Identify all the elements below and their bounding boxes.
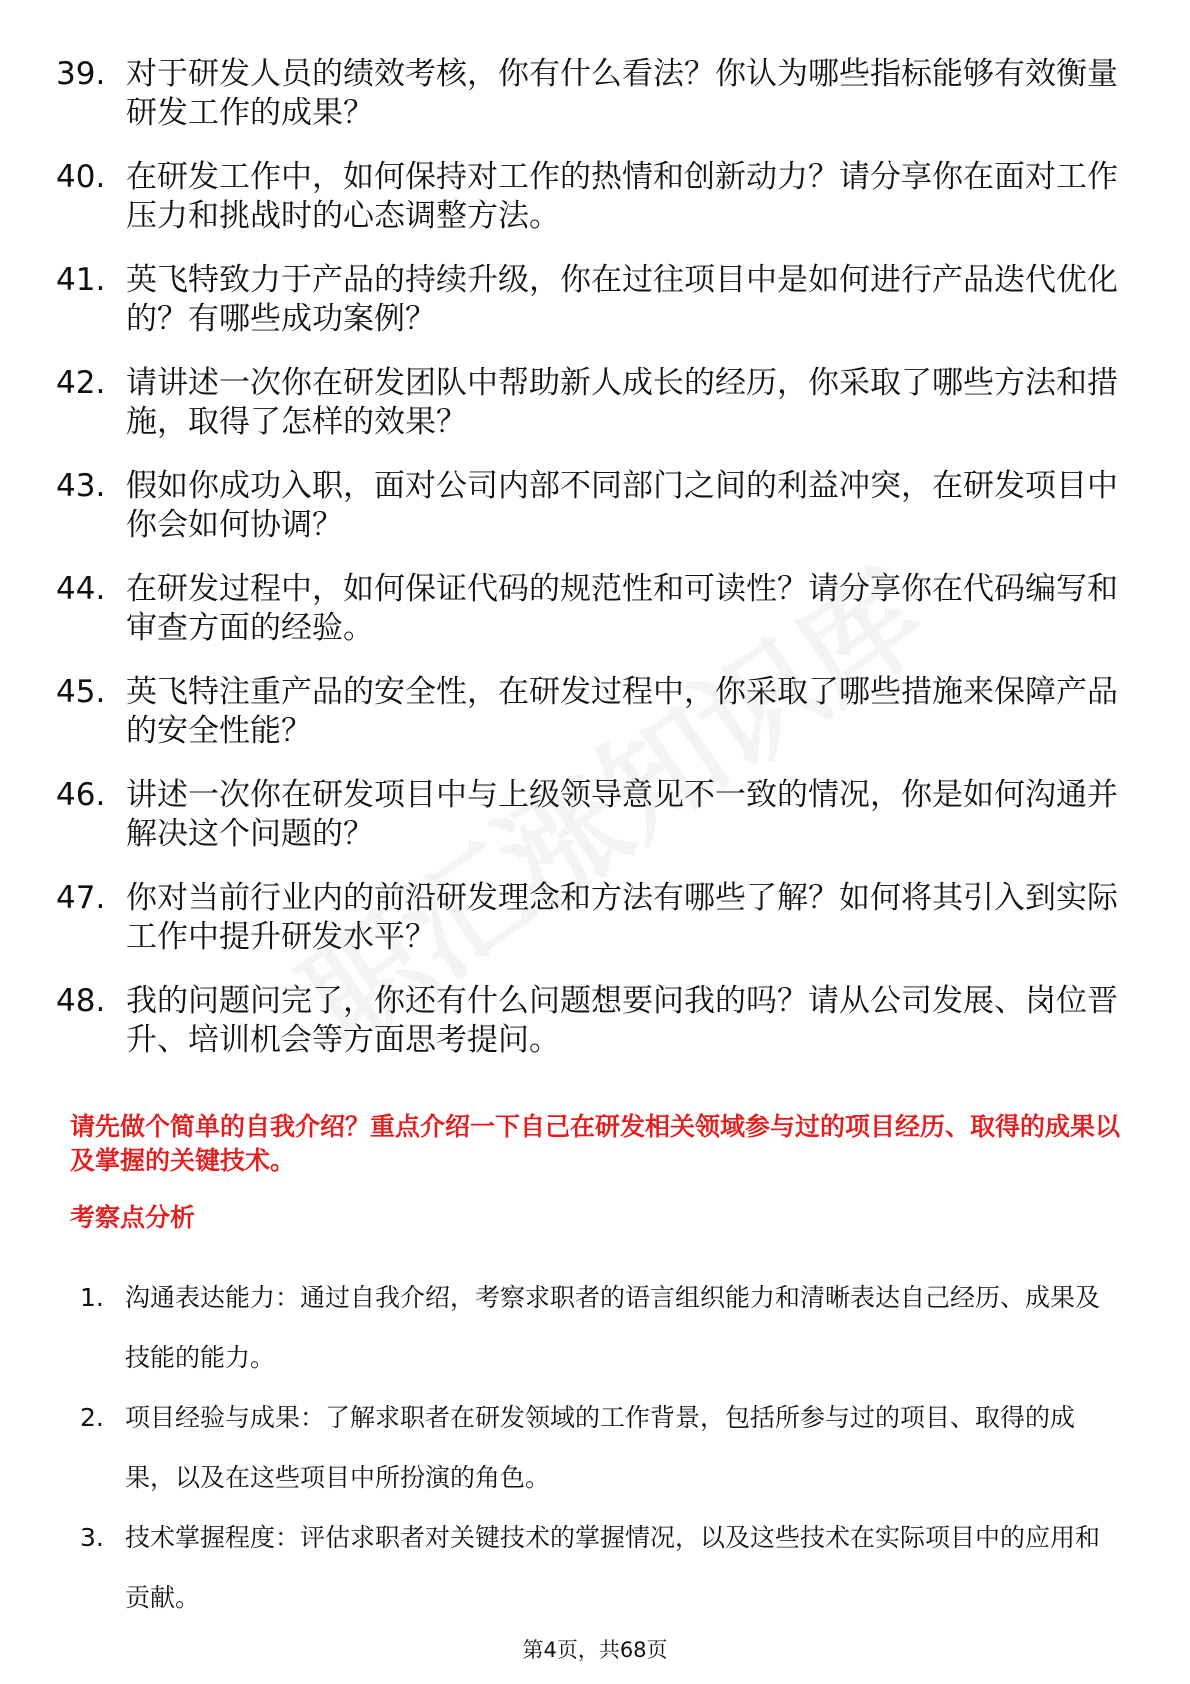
highlight-question: 请先做个简单的自我介绍？重点介绍一下自己在研发相关领域参与过的项目经历、取得的成果以及掌握的关键技术。 bbox=[70, 1112, 1121, 1175]
question-item bbox=[56, 879, 1136, 957]
question-number: 48. bbox=[56, 983, 106, 1019]
question-text: 在研发过程中，如何保证代码的规范性和可读性？请分享你在代码编写和审查方面的经验。 bbox=[126, 571, 1118, 646]
question-number: 40. bbox=[56, 159, 106, 195]
question-text: 英飞特注重产品的安全性，在研发过程中，你采取了哪些措施来保障产品的安全性能？ bbox=[126, 674, 1118, 749]
question-text: 你对当前行业内的前沿研发理念和方法有哪些了解？如何将其引入到实际工作中提升研发水平？ bbox=[126, 880, 1118, 955]
question-text: 在研发工作中，如何保持对工作的热情和创新动力？请分享你在面对工作压力和挑战时的心态调整方法。 bbox=[126, 159, 1118, 234]
question-number: 46. bbox=[56, 777, 106, 813]
analysis-number: 2. bbox=[80, 1403, 104, 1432]
question-text: 我的问题问完了，你还有什么问题想要问我的吗？请从公司发展、岗位晋升、培训机会等方面思考提问。 bbox=[126, 983, 1118, 1058]
analysis-text: 沟通表达能力：通过自我介绍，考察求职者的语言组织能力和清晰表达自己经历、成果及技能的能力。 bbox=[125, 1283, 1101, 1372]
question-item bbox=[56, 158, 1136, 236]
question-item bbox=[56, 55, 1136, 133]
question-number: 47. bbox=[56, 880, 106, 916]
question-number: 44. bbox=[56, 571, 106, 607]
analysis-item bbox=[80, 1388, 1110, 1508]
analysis-text: 项目经验与成果：了解求职者在研发领域的工作背景，包括所参与过的项目、取得的成果，以及在这些项目中所扮演的角色。 bbox=[125, 1403, 1076, 1492]
question-item bbox=[56, 982, 1136, 1060]
question-number: 45. bbox=[56, 674, 106, 710]
analysis-number: 1. bbox=[80, 1283, 104, 1312]
question-text: 请讲述一次你在研发团队中帮助新人成长的经历，你采取了哪些方法和措施，取得了怎样的效果？ bbox=[126, 365, 1118, 440]
question-number: 41. bbox=[56, 262, 106, 298]
question-item bbox=[56, 364, 1136, 442]
analysis-item bbox=[80, 1508, 1110, 1628]
question-item bbox=[56, 776, 1136, 854]
question-text: 对于研发人员的绩效考核，你有什么看法？你认为哪些指标能够有效衡量研发工作的成果？ bbox=[126, 56, 1118, 131]
question-item bbox=[56, 570, 1136, 648]
question-list bbox=[56, 55, 1136, 1085]
question-number: 43. bbox=[56, 468, 106, 504]
question-text: 假如你成功入职，面对公司内部不同部门之间的利益冲突，在研发项目中你会如何协调？ bbox=[126, 468, 1118, 543]
question-item bbox=[56, 261, 1136, 339]
question-item bbox=[56, 673, 1136, 751]
question-item bbox=[56, 467, 1136, 545]
analysis-number: 3. bbox=[80, 1523, 104, 1552]
analysis-list bbox=[80, 1268, 1110, 1628]
question-text: 英飞特致力于产品的持续升级，你在过往项目中是如何进行产品迭代优化的？有哪些成功案例？ bbox=[126, 262, 1118, 337]
analysis-item bbox=[80, 1268, 1110, 1388]
analysis-text: 技术掌握程度：评估求职者对关键技术的掌握情况，以及这些技术在实际项目中的应用和贡献。 bbox=[125, 1523, 1101, 1612]
page-footer: 第4页，共68页 bbox=[522, 1638, 668, 1662]
question-text: 讲述一次你在研发项目中与上级领导意见不一致的情况，你是如何沟通并解决这个问题的？ bbox=[126, 777, 1118, 852]
analysis-title: 考察点分析 bbox=[70, 1203, 196, 1232]
question-number: 42. bbox=[56, 365, 106, 401]
question-number: 39. bbox=[56, 56, 106, 92]
